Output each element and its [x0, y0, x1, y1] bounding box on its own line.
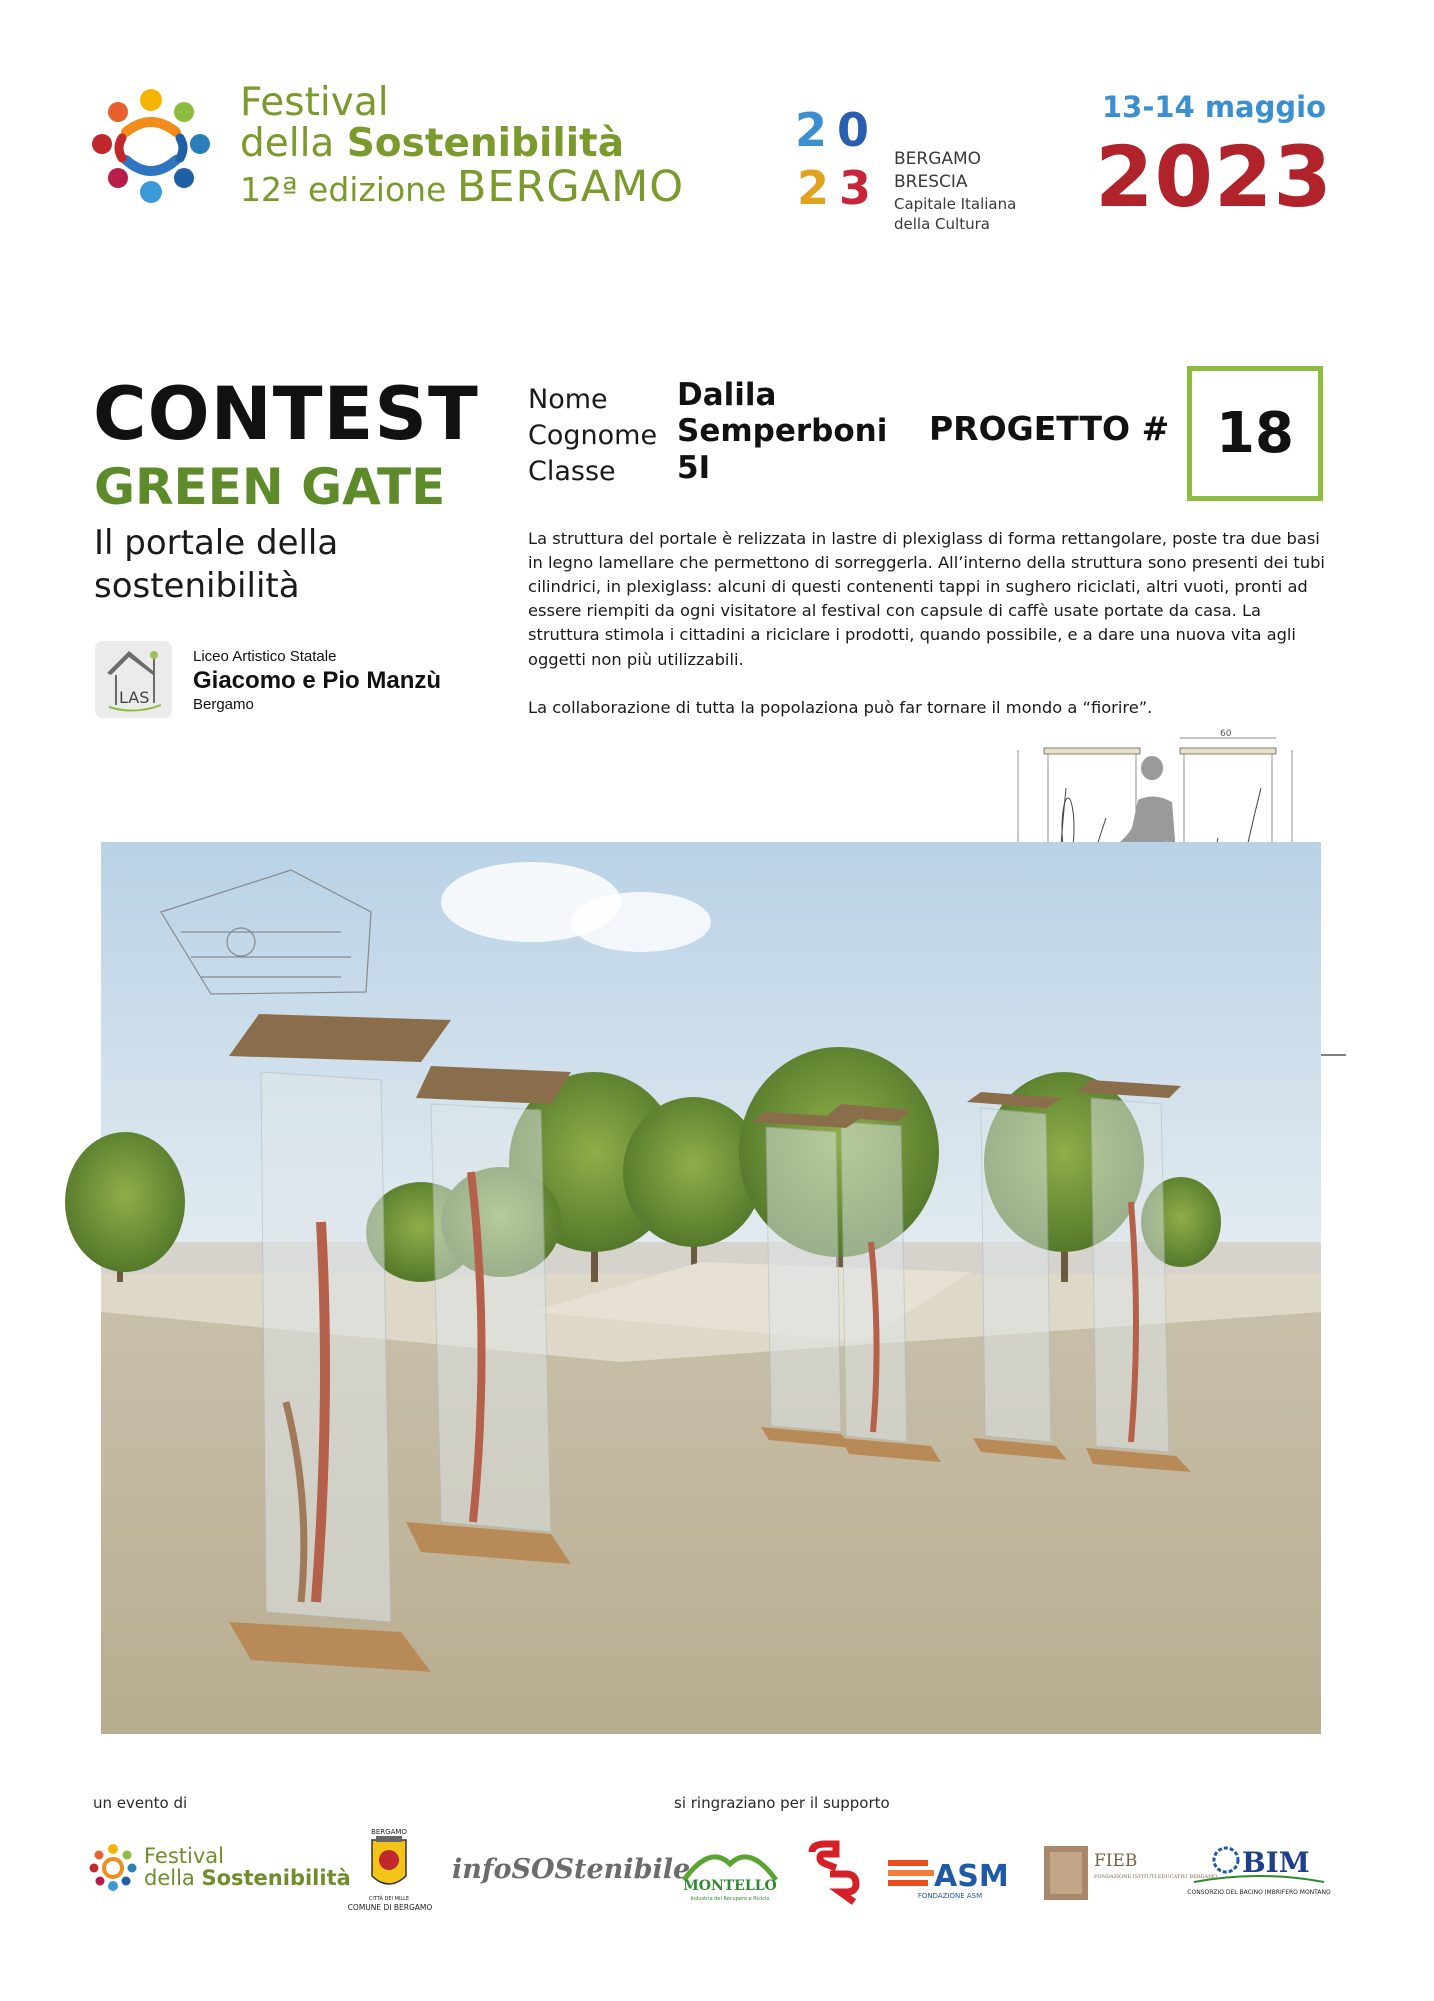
student-labels	[528, 382, 657, 491]
festival-line2a: della	[240, 121, 347, 167]
value-classe: 5I	[677, 449, 711, 486]
cap-city1: BERGAMO	[894, 149, 982, 169]
cap-city2: BRESCIA	[894, 171, 968, 192]
bim-sub: CONSORZIO DEL BACINO IMBRIFERO MONTANO	[1187, 1889, 1331, 1896]
contest-title: CONTEST	[93, 372, 479, 457]
contest-name: GREEN GATE	[94, 458, 446, 516]
comune-bergamo-logo	[352, 1826, 426, 1910]
project-render-image	[101, 842, 1321, 1734]
event-year: 2023	[1095, 128, 1333, 226]
montello-sub: Industria del Recupero e Riciclo	[690, 1896, 770, 1902]
cap-line4: della Cultura	[894, 215, 990, 234]
bim-logo	[1174, 1838, 1344, 1910]
cap-digit-2: 0	[837, 103, 870, 157]
value-nome: Dalila	[677, 377, 777, 413]
asm-text: ASM	[934, 1859, 1009, 1894]
subtitle-line2: sostenibilità	[94, 566, 300, 607]
cap-line3: Capitale Italiana	[894, 194, 1017, 213]
event-dates: 13-14 maggio	[1101, 90, 1326, 124]
school-type: Liceo Artistico Statale	[193, 648, 337, 665]
festival-line2b: Sostenibilità	[346, 121, 625, 167]
asm-sub: FONDAZIONE ASM	[917, 1892, 983, 1900]
fieb-logo	[1044, 1846, 1218, 1900]
footer-event-label: un evento di	[93, 1794, 188, 1812]
festival-edition: 12ª edizione	[240, 169, 457, 209]
footer-festival-l2b: Sostenibilità	[201, 1866, 351, 1891]
student-values	[677, 377, 887, 486]
cap-digit-4: 3	[839, 161, 872, 215]
project-label: PROGETTO #	[929, 409, 1170, 448]
comune-label: COMUNE DI BERGAMO	[347, 1903, 433, 1912]
capitale-cultura-logo	[793, 103, 883, 215]
montello-logo	[680, 1840, 780, 1910]
project-description	[528, 527, 1328, 744]
footer-festival-l1: Festival	[144, 1844, 224, 1868]
cap-digit-3: 2	[797, 161, 830, 215]
comune-top-text: BERGAMO	[371, 1828, 407, 1836]
festival-logo-icon	[88, 82, 214, 212]
school-city: Bergamo	[193, 696, 254, 713]
footer-thanks-label: si ringraziano per il supporto	[674, 1794, 890, 1812]
cap-digit-1: 2	[795, 103, 828, 157]
comune-mid-text: CITTÀ DEI MILLE	[368, 1896, 410, 1902]
value-cognome: Semperboni	[677, 413, 888, 450]
dim-width: 60	[1220, 729, 1232, 739]
footer-festival-l2a: della	[144, 1866, 202, 1891]
school-info	[193, 648, 441, 713]
festival-line1: Festival	[240, 80, 389, 125]
label-cognome: Cognome	[528, 420, 658, 452]
festival-title	[240, 82, 684, 210]
subtitle-line1: Il portale della	[94, 523, 339, 563]
asm-logo	[884, 1852, 1014, 1908]
school-logo-text: LAS	[119, 688, 150, 707]
footer-festival-icon	[88, 1842, 138, 1892]
footer-festival-text	[144, 1845, 351, 1890]
project-number: 18	[1216, 401, 1294, 466]
capitale-cultura-text	[894, 148, 1016, 234]
bim-text: BIM	[1242, 1846, 1310, 1879]
contest-subtitle	[94, 522, 338, 608]
school-name: Giacomo e Pio Manzù	[193, 667, 442, 694]
infosostenibile-logo: infoSOStenibile	[452, 1854, 691, 1885]
school-logo-icon	[95, 641, 172, 718]
sr-logo	[806, 1842, 860, 1904]
fieb-text: FIEB	[1094, 1851, 1138, 1871]
description-paragraph-2: La collaborazione di tutta la popolaziona può far tornare il mondo a “fiorire”.	[528, 697, 1153, 717]
label-classe: Classe	[528, 456, 616, 488]
label-nome: Nome	[528, 384, 608, 415]
description-paragraph-1: La struttura del portale è relizzata in lastre di plexiglass di forma rettangolare, poste tra due basi in legno lamellare che permettono di sorreggerla. All’interno della struttura sono presenti dei tubi cilindrici, in plexiglass: alcuni di questi contenenti tappi in sughero riciclati, altri vuoti, pronti ad essere riempiti da ogni visitatore al festival con capsule di caffè usate portate da casa. La struttura stimola i cittadini a riciclare i prodotti, quando possibile, e a dare una nuova vita agli oggetti non più utilizzabili.	[528, 529, 1325, 669]
project-number-box	[1187, 366, 1323, 501]
festival-city: BERGAMO	[456, 161, 685, 212]
fieb-sub: FONDAZIONE ISTITUTI EDUCATIVI BERGAMO	[1094, 1874, 1218, 1880]
montello-text: MONTELLO	[683, 1878, 777, 1894]
